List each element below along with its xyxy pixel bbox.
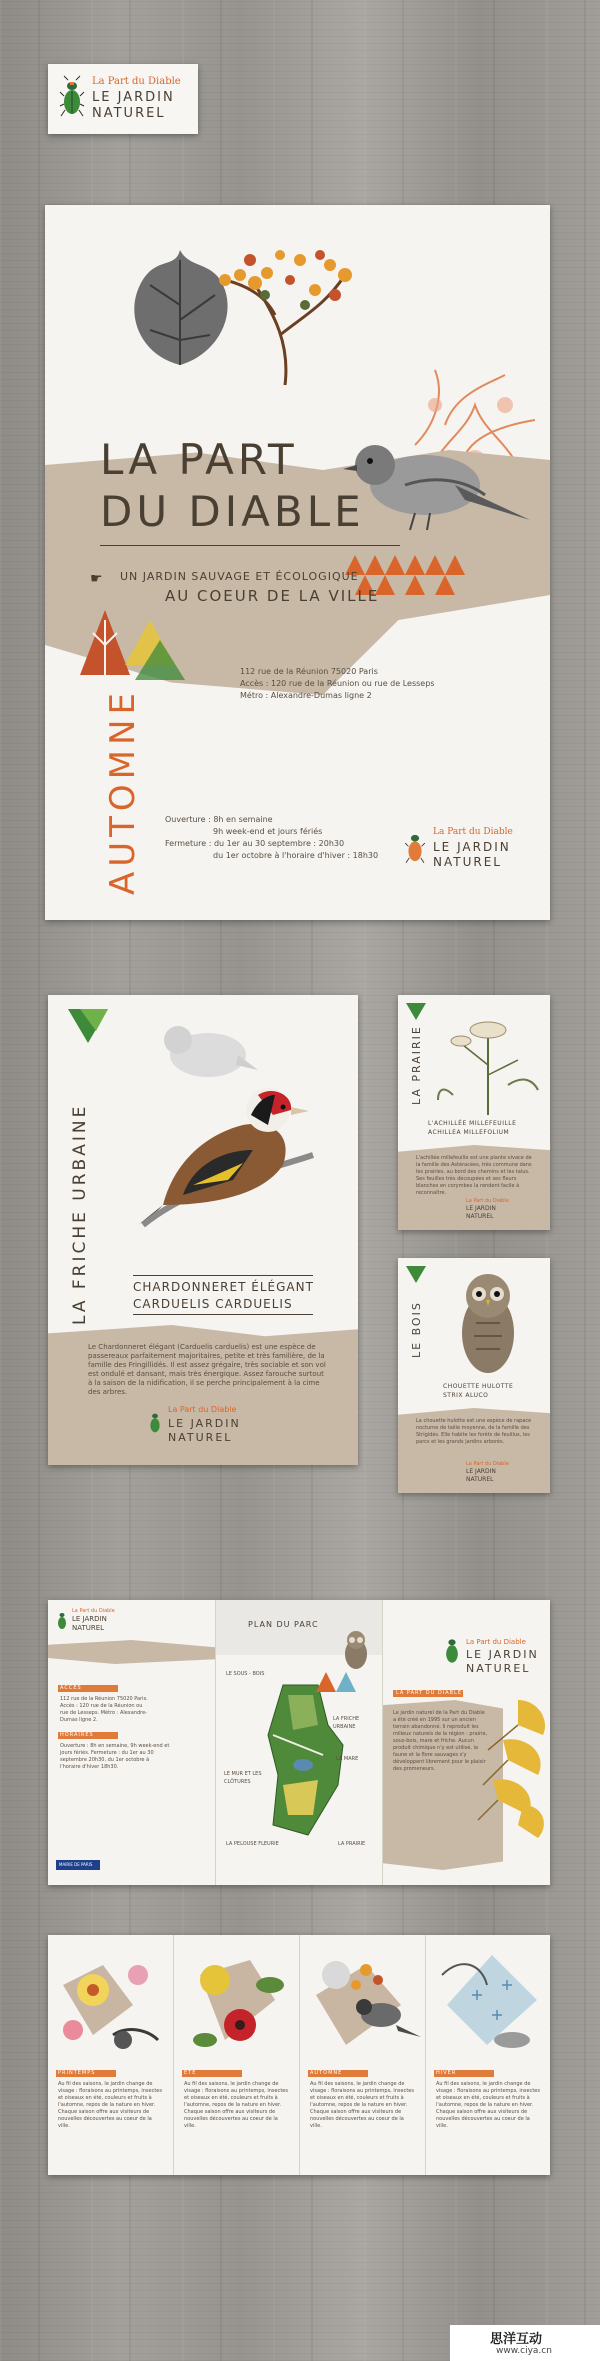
history-heading: LA PART DU DIABLE [396, 1690, 462, 1696]
leaflet-logo-line1: La Part du Diable [466, 1198, 509, 1204]
logo-line1: La Part du Diable [92, 76, 181, 87]
horaires-body: Ouverture : 8h en semaine, 9h week-end et jours fériés. Fermeture : du 1er au 30 septembre 20h30, du 1er octobre à l'horaire d'hiver 18h30. [60, 1743, 170, 1770]
map-label-friche: LA FRICHE URBAINE [333, 1716, 360, 1730]
leaflet-body-text: La chouette hulotte est une espèce de rapace nocturne de taille moyenne, de la famille des Strigidés. Elle habite les forêts de feuillus, les parcs et les grands jardins arborés. [416, 1418, 532, 1445]
leaflet-caption-line2: STRIX ALUCO [443, 1392, 489, 1399]
summer-flowers-illustration [180, 1945, 295, 2060]
beetle-logo-icon [148, 1410, 162, 1436]
poster-logo-line2: LE JARDIN [433, 840, 511, 854]
brochure-spread-seasons [48, 1935, 550, 2175]
leaflet-body-text: L'achillée millefeuille est une plante vivace de la famille des Astéracées, très commune dans les prairies, au bord des chemins et les talus. Ses feuilles très découpées et ses fleurs blanches en corymbes la rendent facile à reconnaître. [416, 1155, 532, 1196]
triangle-leaf-icons [75, 605, 185, 685]
season-vertical-title: AUTOMNE [103, 688, 143, 895]
triangle-leaf-icon [406, 1266, 426, 1283]
spread-logo-line3: NATUREL [72, 1624, 105, 1632]
triangle-pattern-decoration [316, 1672, 356, 1692]
leaflet-prairie [398, 995, 550, 1230]
bird-illustration [335, 425, 535, 535]
yarrow-plant-illustration [433, 1005, 543, 1115]
autumn-poster [45, 205, 550, 920]
history-body: Le jardin naturel de la Part du Diable a été créé en 1995 sur un ancien terrain abandonné. Il reproduit les milieux naturels de la région : prairie, sous-bois, mare et friche. Aucun produit chimique n'y est utilisé, la faune et la flore sauvages s'y développent librement pour le plaisir des promeneurs. [393, 1710, 488, 1772]
season-body-spring: Au fil des saisons, le jardin change de visage : floraisons au printemps, insectes et oiseaux en été, couleurs et fruits à l'automne, repos de la nature en hiver. Chaque saison offre aux visiteurs de nouvelles découvertes au coeur de la ville. [58, 2081, 162, 2129]
owl-small-illustration [340, 1630, 372, 1670]
map-label-sous-bois: LE SOUS - BOIS [226, 1671, 265, 1677]
poster-hours-line4: du 1er octobre à l'horaire d'hiver : 18h30 [213, 851, 379, 860]
panel-divider [425, 1935, 426, 2175]
poster-address-line3: Métro : Alexandre-Dumas ligne 2 [240, 691, 372, 700]
logo-line2: LE JARDIN [92, 90, 175, 105]
leaflet-logo-line2: LE JARDIN [466, 1205, 496, 1212]
panel-divider [173, 1935, 174, 2175]
caption-rule [133, 1275, 313, 1276]
poster-hours-line2: 9h week-end et jours fériés [213, 827, 323, 836]
logo-line3: NATUREL [92, 106, 166, 121]
spread-logo-line2: LE JARDIN [466, 1648, 539, 1661]
leaflet-vertical-title: LA FRICHE URBAINE [70, 1103, 90, 1325]
watermark-url: www.ciya.cn [496, 2346, 552, 2356]
leaflet-caption-line2: CARDUELIS CARDUELIS [133, 1297, 293, 1311]
season-heading-winter: HIVER [436, 2070, 457, 2076]
leaflet-logo-line1: La Part du Diable [466, 1461, 509, 1467]
beetle-logo-icon [56, 1610, 68, 1632]
mairie-badge [56, 1860, 100, 1870]
title-rule [100, 545, 400, 546]
acces-body: 112 rue de la Réunion 75020 Paris. Accès : 120 rue de la Réunion ou rue de Lesseps. Métro : Alexandre-Dumas ligne 2. [60, 1696, 148, 1723]
leaflet-logo-line3: NATUREL [466, 1476, 494, 1483]
leaflet-caption-line1: CHOUETTE HULOTTE [443, 1383, 514, 1390]
leaflet-caption-line2: ACHILLEA MILLEFOLIUM [428, 1129, 510, 1136]
leaflet-logo-line3: NATUREL [466, 1213, 494, 1220]
winter-snowflake-illustration [432, 1945, 547, 2060]
logo-card [48, 64, 198, 134]
pointing-hand-icon: ☛ [90, 571, 103, 587]
brochure-spread-map [48, 1600, 550, 1885]
poster-hours-line1: Ouverture : 8h en semaine [165, 815, 273, 824]
poster-hours-line3: Fermeture : du 1er au 30 septembre : 20h30 [165, 839, 345, 848]
season-heading-summer: ÉTÉ [184, 2070, 197, 2076]
acces-heading: ACCÈS [60, 1685, 82, 1691]
leaflet-bois [398, 1258, 550, 1493]
poster-address-line2: Accès : 120 rue de la Réunion ou rue de Lesseps [240, 679, 435, 688]
map-label-pelouse: LA PELOUSE FLEURIE [226, 1841, 279, 1847]
beetle-logo-icon [60, 76, 84, 120]
poster-subtitle-line2: AU COEUR DE LA VILLE [165, 587, 380, 605]
season-body-winter: Au fil des saisons, le jardin change de visage : floraisons au printemps, insectes et oiseaux en été, couleurs et fruits à l'automne, repos de la nature en hiver. Chaque saison offre aux visiteurs de nouvelles découvertes au coeur de la ville. [436, 2081, 540, 2129]
poster-title-line1: LA PART [100, 435, 298, 484]
mairie-label: MAIRIE DE PARIS [59, 1862, 93, 1867]
torn-paper-band [48, 1640, 215, 1664]
beetle-logo-icon [443, 1635, 461, 1667]
season-heading-spring: PRINTEMPS [58, 2070, 96, 2076]
spring-flowers-illustration [53, 1945, 168, 2060]
poster-address-line1: 112 rue de la Réunion 75020 Paris [240, 667, 378, 676]
goldfinch-illustration [133, 1055, 323, 1235]
beetle-logo-icon [405, 830, 425, 866]
season-heading-autumn: AUTOMNE [310, 2070, 343, 2076]
leaflet-logo-line2: LE JARDIN [466, 1468, 496, 1475]
leaflet-logo-line2: LE JARDIN [168, 1417, 241, 1430]
leaflet-body-text: Le Chardonneret élégant (Carduelis carduelis) est une espèce de passereaux parfaitement majoritaires, petite et très familière, de la famille des Fringillidés. Il est assez grégaire, très sociable et son vol est ondulé et dansant, mais très énergique. Assez farouche surtout à la saison de la nidification, il se perche principalement à la cime des arbres. [88, 1343, 326, 1396]
leaflet-friche-urbaine [48, 995, 358, 1465]
spread-logo-line1: La Part du Diable [466, 1638, 526, 1646]
leaflet-logo-line3: NATUREL [168, 1431, 233, 1444]
poster-title-line2: DU DIABLE [100, 487, 365, 536]
map-label-mur: LE MUR ET LES CLÔTURES [224, 1771, 262, 1785]
poster-subtitle-line1: UN JARDIN SAUVAGE ET ÉCOLOGIQUE [120, 570, 359, 583]
leaflet-vertical-title: LE BOIS [410, 1301, 423, 1358]
leaflet-vertical-title: LA PRAIRIE [410, 1025, 423, 1105]
triangle-leaf-icon [406, 1003, 426, 1020]
map-label-mare: LA MARE [336, 1756, 359, 1762]
panel-divider [382, 1600, 383, 1885]
leaflet-caption-line1: CHARDONNERET ÉLÉGANT [133, 1280, 314, 1294]
horaires-heading: HORAIRES [60, 1732, 94, 1738]
ginkgo-leaves-illustration [478, 1690, 550, 1840]
watermark-cn: 思洋互动 [490, 2332, 543, 2347]
autumn-bird-illustration [306, 1945, 421, 2060]
spread-logo-line2: LE JARDIN [72, 1615, 107, 1623]
leaflet-caption-line1: L'ACHILLÉE MILLEFEUILLE [428, 1120, 517, 1127]
poster-logo-line3: NATUREL [433, 855, 502, 869]
leaflet-logo-line1: La Part du Diable [168, 1405, 237, 1414]
map-title: PLAN DU PARC [248, 1620, 319, 1629]
berry-branch-illustration [205, 235, 365, 385]
poster-logo-line1: La Part du Diable [433, 827, 513, 837]
caption-rule [133, 1314, 313, 1315]
map-label-prairie: LA PRAIRIE [338, 1841, 366, 1847]
spread-logo-line3: NATUREL [466, 1662, 531, 1675]
season-body-summer: Au fil des saisons, le jardin change de visage : floraisons au printemps, insectes et oiseaux en été, couleurs et fruits à l'automne, repos de la nature en hiver. Chaque saison offre aux visiteurs de nouvelles découvertes au coeur de la ville. [184, 2081, 288, 2129]
triangle-leaf-icon [68, 1009, 108, 1043]
season-body-autumn: Au fil des saisons, le jardin change de visage : floraisons au printemps, insectes et oiseaux en été, couleurs et fruits à l'automne, repos de la nature en hiver. Chaque saison offre aux visiteurs de nouvelles découvertes au coeur de la ville. [310, 2081, 414, 2129]
owl-illustration [448, 1268, 528, 1378]
watermark [450, 2325, 600, 2361]
spread-logo-line1: La Part du Diable [72, 1608, 115, 1614]
panel-divider [299, 1935, 300, 2175]
